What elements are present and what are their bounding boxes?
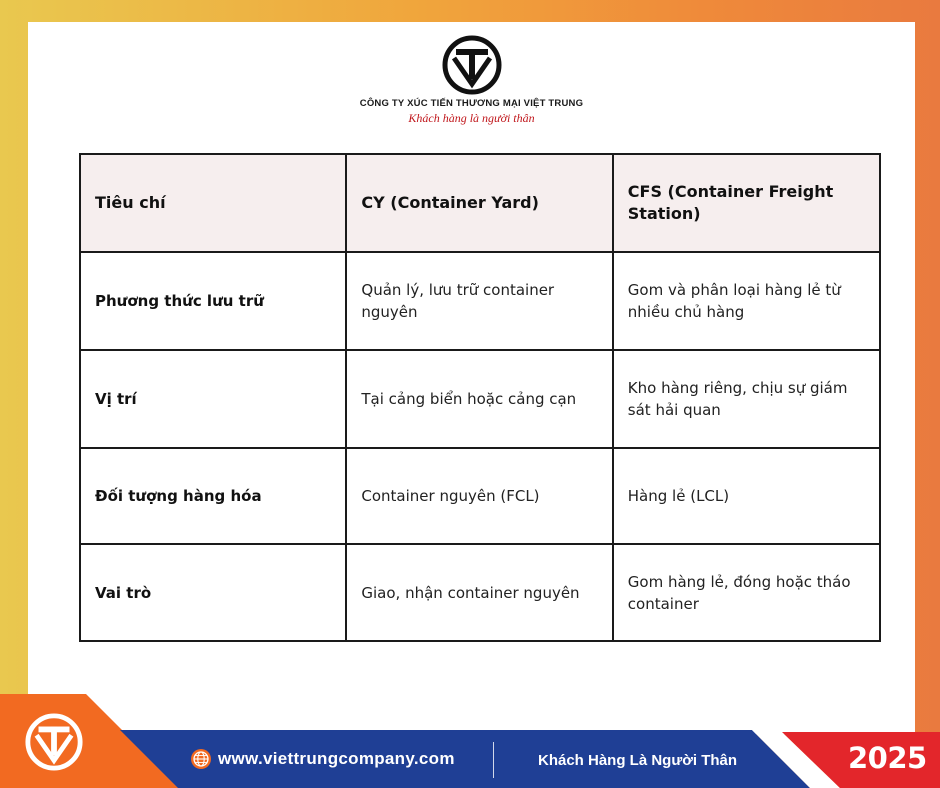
cy-cell: Quản lý, lưu trữ container nguyên	[346, 252, 612, 350]
footer-banner	[0, 690, 940, 788]
table-row	[80, 350, 880, 448]
year-label: 2025	[848, 741, 927, 775]
brand-header	[28, 34, 915, 126]
cfs-cell: Gom và phân loại hàng lẻ từ nhiều chủ hàng	[613, 252, 880, 350]
criteria-cell: Vai trò	[80, 544, 346, 641]
cy-cell: Giao, nhận container nguyên	[346, 544, 612, 641]
company-logo-icon	[441, 34, 503, 96]
table-row	[80, 448, 880, 544]
cfs-cell: Hàng lẻ (LCL)	[613, 448, 880, 544]
criteria-cell: Phương thức lưu trữ	[80, 252, 346, 350]
cy-cell: Container nguyên (FCL)	[346, 448, 612, 544]
footer-logo-icon	[24, 712, 84, 772]
globe-icon	[190, 748, 212, 770]
cfs-cell: Gom hàng lẻ, đóng hoặc tháo container	[613, 544, 880, 641]
comparison-table	[79, 153, 881, 642]
table-header-row	[80, 154, 880, 252]
website-link[interactable]: www.viettrungcompany.com	[218, 749, 455, 768]
criteria-cell: Vị trí	[80, 350, 346, 448]
content-card	[28, 22, 915, 734]
header-cell: CY (Container Yard)	[346, 154, 612, 252]
cy-cell: Tại cảng biển hoặc cảng cạn	[346, 350, 612, 448]
slogan: Khách hàng là người thân	[408, 111, 535, 125]
footer-divider	[493, 742, 494, 778]
criteria-cell: Đối tượng hàng hóa	[80, 448, 346, 544]
header-cell: CFS (Container Freight Station)	[613, 154, 880, 252]
cfs-cell: Kho hàng riêng, chịu sự giám sát hải quan	[613, 350, 880, 448]
header-cell: Tiêu chí	[80, 154, 346, 252]
table-row	[80, 252, 880, 350]
footer-tagline: Khách Hàng Là Người Thân	[538, 752, 738, 769]
company-name: CÔNG TY XÚC TIẾN THƯƠNG MẠI VIỆT TRUNG	[359, 98, 584, 109]
table-row	[80, 544, 880, 641]
